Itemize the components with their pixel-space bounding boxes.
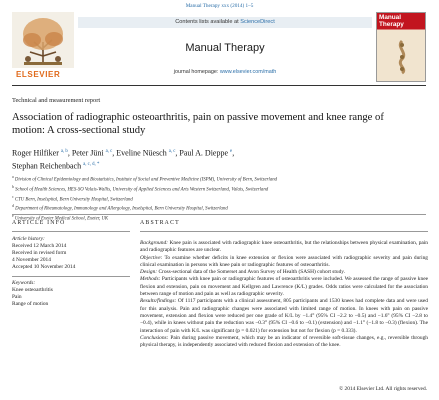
- affiliation-text: University of Exeter Medical School, Exeter, UK: [14, 216, 109, 222]
- homepage-line: [78, 69, 372, 75]
- contents-line: [78, 17, 372, 28]
- affiliation-mark: e: [12, 214, 14, 219]
- abstract-text: To examine whether deficits in knee extension or flexion were associated with radiographic severity and pain during clinical examination in persons with knee pain or radiographic features of osteoarthritis.: [140, 254, 428, 268]
- affiliation-item: [12, 203, 426, 213]
- affiliation-mark: a: [12, 175, 14, 179]
- affiliation-item: [12, 174, 426, 184]
- affiliation-text: CTU Bern, Inselspital, Bern University Hospital, Switzerland: [14, 197, 133, 203]
- affiliation-text: Division of Clinical Epidemiology and Biostatistics, Institute of Social and Preventive Medicine (ISPM), University of Bern, Switzerland: [14, 177, 278, 183]
- article-history-label: Article history:: [12, 236, 45, 242]
- keywords: [12, 280, 130, 308]
- abstract-label: Design:: [140, 269, 158, 276]
- history-entry: 4 November 2014: [12, 257, 51, 264]
- article-info-heading: ARTICLE INFO: [12, 220, 66, 226]
- author-affiliation-marks[interactable]: a, b: [60, 149, 68, 154]
- author-affiliation-marks[interactable]: a, c: [168, 149, 176, 154]
- history-entry: Accepted 10 November 2014: [12, 264, 76, 271]
- masthead-rule: [12, 85, 426, 86]
- contents-prefix: Contents lists available at: [175, 19, 241, 25]
- author-name[interactable]: Paul A. Dieppe: [179, 148, 229, 158]
- journal-homepage-link[interactable]: www.elsevier.com/math: [219, 69, 277, 75]
- abstract-body: [140, 240, 428, 349]
- abstract-label: Background:: [140, 240, 168, 246]
- keyword[interactable]: Range of motion: [12, 301, 49, 308]
- author-affiliation-marks[interactable]: a, c, d, *: [83, 161, 100, 167]
- author-name[interactable]: Stephan Reichenbach: [12, 161, 82, 171]
- abstract-label: Methods:: [140, 276, 161, 283]
- journal-title: Manual Therapy: [185, 42, 265, 54]
- publisher-name: ELSEVIER: [16, 70, 61, 79]
- copyright-notice: © 2014 Elsevier Ltd. All rights reserved.: [339, 386, 427, 392]
- author-list: Roger Hilfiker $^{a, b}$, Peter Jüni $^{a, c}$, Eveline Nüesch $^{a, c}$, Paul A. Dieppe $^e$, Stephan Reichenbach $^{a, c, d, *}$: [12, 148, 235, 171]
- affiliation-mark: b: [12, 184, 14, 189]
- abstract-label: Conclusions:: [140, 334, 169, 341]
- abstract-paragraph: [140, 335, 428, 350]
- abstract-text: Pain during passive movement, which may be an indicator of reversible soft-tissue changes, e.g., reversible through physical therapy, is independently associated with reduced flexion and extension of the knee.: [140, 334, 428, 349]
- affiliation-mark: d: [12, 204, 14, 209]
- abstract-label: Objective:: [140, 254, 163, 261]
- cover-title: Manual Therapy: [379, 14, 404, 28]
- affiliation-text: School of Health Sciences, HES-SO Valais-Wallis, University of Applied Sciences and Arts Western Switzerland, Valais, Switzerland: [15, 187, 269, 193]
- keywords-label: Keywords:: [12, 280, 36, 286]
- abstract-label: Results/findings:: [140, 298, 177, 305]
- affiliation-mark: c: [12, 194, 14, 199]
- journal-band: [78, 12, 372, 82]
- abstract-text: Participants with knee pain or radiographic features of osteoarthritis were included. We assessed the range of passive knee flexion and extension, pain on movement and Kellgren and Lawrence (K/L) grades. Odds ratios were calculated for the association between range of motion and pain as well as radiographic severity.: [140, 276, 428, 298]
- abstract-paragraph: [140, 276, 428, 298]
- history-entry: Received in revised form: [12, 250, 67, 257]
- affiliation-list: [12, 174, 426, 223]
- affiliation-item: [12, 194, 426, 204]
- abstract-text: Cross-sectional data of the Somerset and Avon Survey of Health (SASH) cohort study.: [158, 269, 345, 276]
- affiliation-text: Department of Rheumatology, Immunology and Allergology, Inselspital, Bern University Hospital, Switzerland: [15, 206, 228, 212]
- sciencedirect-link[interactable]: ScienceDirect: [240, 19, 275, 25]
- abstract-text: Of 1117 participants with a clinical assessment, 805 participants and 1530 knees had complete data and were used for this analysis. Pain and radiographic changes were associated with limited range of motion. In knees with pain on passive movement, extension and flexion were reduced per one grade of K/L by −1.4° (95% CI −2.2 to −0.5) and −1.6° (95% CI −2.8 to −0.4), while in knees without pain the reduction was −0.3° (95% CI −0.6 to −0.1) (extension) and −1.1° (−1.8 to −0.3) (flexion). The interaction of pain with K/L was significant (p = 0.021) for extension but not for flexion (p = 0.333).: [140, 298, 428, 334]
- abstract-paragraph: [140, 240, 428, 255]
- affiliation-item: [12, 213, 426, 223]
- journal-cover: [376, 12, 426, 82]
- affiliation-item: [12, 184, 426, 194]
- article-history: [12, 236, 130, 271]
- author-name[interactable]: Eveline Nüesch: [116, 148, 167, 158]
- abstract-text: Knee pain is associated with radiographic knee osteoarthritis, but the relationships between physical examination, pain and radiographic features are unclear.: [140, 240, 428, 254]
- divider: [12, 276, 130, 277]
- divider: [12, 231, 130, 232]
- author-affiliation-marks[interactable]: a, c: [105, 149, 113, 154]
- keyword[interactable]: Knee osteoarthritis: [12, 287, 53, 294]
- running-head: Manual Therapy xxx (2014) 1–5: [185, 3, 254, 9]
- author-affiliation-marks[interactable]: e: [230, 149, 233, 154]
- article-title: Association of radiographic osteoarthritis, pain on passive movement and knee range of motion: A cross-sectional study: [12, 112, 384, 136]
- abstract-heading: ABSTRACT: [140, 220, 180, 226]
- abstract-paragraph: [140, 298, 428, 334]
- history-entry: Received 12 March 2014: [12, 243, 67, 250]
- author-name[interactable]: Roger Hilfiker: [12, 148, 59, 158]
- divider: [12, 214, 426, 215]
- journal-masthead: [12, 12, 426, 84]
- article-type: Technical and measurement report: [12, 97, 101, 104]
- keyword[interactable]: Pain: [12, 294, 22, 301]
- homepage-prefix: journal homepage:: [173, 69, 220, 75]
- abstract-paragraph: [140, 255, 428, 270]
- author-name[interactable]: Peter Jüni: [71, 148, 104, 158]
- divider: [140, 231, 428, 232]
- cover-spine-figure: [385, 39, 419, 75]
